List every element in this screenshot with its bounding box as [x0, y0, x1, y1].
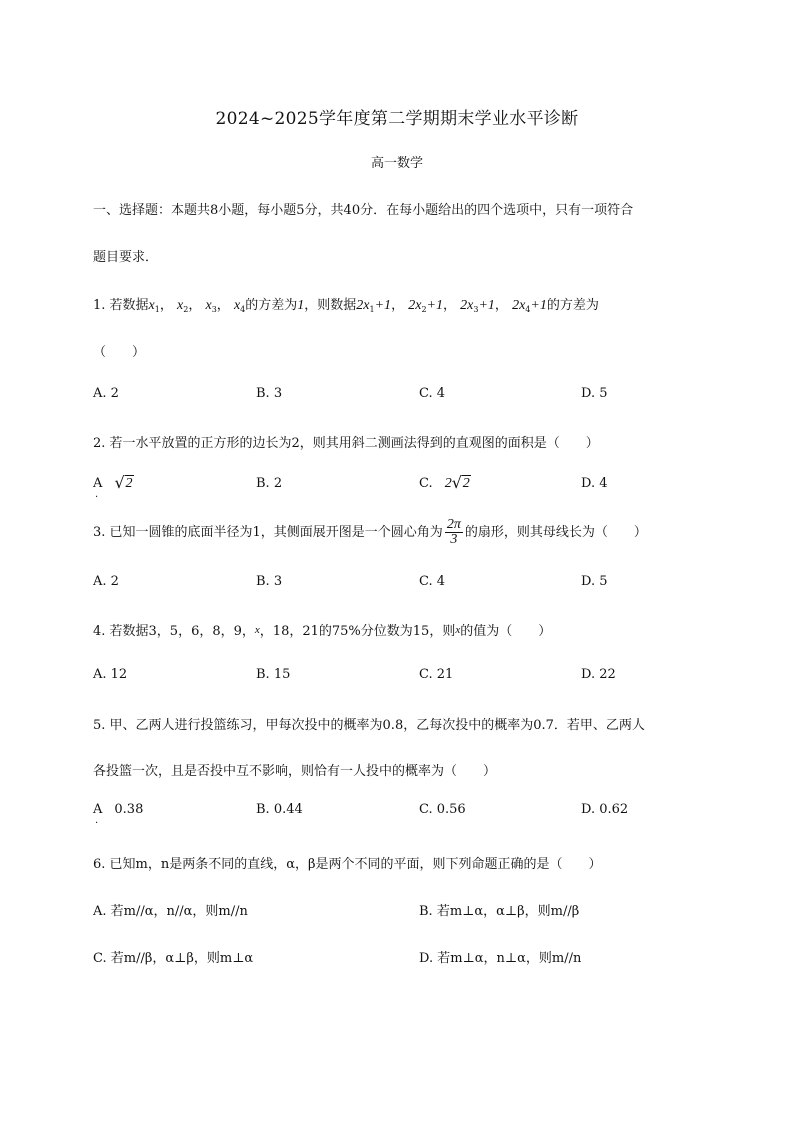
q1-option-a[interactable]: A. 2 — [93, 386, 119, 401]
q4-option-c[interactable]: C. 21 — [419, 667, 454, 682]
question-6-stem: 6. 已知m，n是两条不同的直线，α，β是两个不同的平面，则下列命题正确的是（ ） — [93, 857, 602, 872]
sqrt-symbol: √ 2 — [451, 473, 470, 492]
q3-option-d[interactable]: D. 5 — [581, 574, 608, 589]
section-instructions-line2: 题目要求． — [93, 250, 159, 265]
q5-option-c[interactable]: C. 0.56 — [419, 802, 466, 817]
section-instructions-line1: 一、选择题：本题共8小题，每小题5分，共40分．在每小题给出的四个选项中，只有一项符合 — [93, 203, 634, 218]
q5-option-d[interactable]: D. 0.62 — [581, 802, 629, 817]
q2-option-d[interactable]: D. 4 — [581, 476, 608, 491]
q1-option-c[interactable]: C. 4 — [419, 386, 446, 401]
question-5-stem-line2: 各投篮一次，且是否投中互不影响，则恰有一人投中的概率为（ ） — [93, 764, 497, 779]
q6-option-d[interactable]: D. 若m⊥α，n⊥α，则m//n — [419, 951, 582, 966]
q2-option-b[interactable]: B. 2 — [256, 476, 283, 491]
q6-option-c[interactable]: C. 若m//β，α⊥β，则m⊥α — [93, 951, 254, 966]
q3-option-b[interactable]: B. 3 — [256, 574, 283, 589]
q2-option-c[interactable]: C. 2 √ 2 — [419, 473, 470, 492]
q4-option-a[interactable]: A. 12 — [93, 667, 128, 682]
question-3-stem: 3. 已知一圆锥的底面半径为1，其侧面展开图是一个圆心角为 $\frac{2\pi}{3}$ 的扇形，则其母线长为（ ） — [93, 517, 647, 547]
question-5-stem-line1: 5. 甲、乙两人进行投篮练习，甲每次投中的概率为0.8，乙每次投中的概率为0.7．若甲、乙两人 — [93, 718, 645, 733]
question-1-stem: 1. 若数据$x_1$， $x_2$， $x_3$， $x_4$的方差为1，则数据$2x_1+1$， $2x_2+1$， $2x_3+1$， $2x_4+1$的方差为 — [93, 298, 599, 314]
q1-option-b[interactable]: B. 3 — [256, 386, 283, 401]
q5-option-a[interactable]: A 0.38 — [93, 802, 144, 817]
q6-option-a[interactable]: A. 若m//α，n//α，则m//n — [93, 904, 248, 919]
q4-option-b[interactable]: B. 15 — [256, 667, 291, 682]
question-2-stem: 2. 若一水平放置的正方形的边长为2，则其用斜二测画法得到的直观图的面积是（ ） — [93, 436, 599, 451]
bullet-dot: · — [95, 818, 99, 829]
bullet-dot: · — [95, 492, 99, 503]
question-1-paren: （ ） — [93, 345, 146, 360]
question-4-stem: 4. 若数据3，5，6，8，9，x，18，21的75%分位数为15，则x的值为（ ） — [93, 624, 552, 639]
exam-subtitle: 高一数学 — [370, 156, 423, 171]
q6-option-b[interactable]: B. 若m⊥α，α⊥β，则m//β — [419, 904, 580, 919]
fraction-2pi-over-3: $\frac{2\pi}{3}$ — [446, 517, 461, 547]
q2-option-a[interactable]: A √ 2 — [93, 473, 133, 492]
q4-option-d[interactable]: D. 22 — [581, 667, 616, 682]
q5-option-b[interactable]: B. 0.44 — [256, 802, 303, 817]
q3-option-a[interactable]: A. 2 — [93, 574, 119, 589]
sqrt-symbol: √ 2 — [114, 473, 133, 492]
q3-option-c[interactable]: C. 4 — [419, 574, 446, 589]
q1-lead: 1. 若数据 — [93, 298, 149, 313]
exam-title: 2024~2025学年度第二学期期末学业水平诊断 — [215, 109, 579, 129]
q1-option-d[interactable]: D. 5 — [581, 386, 608, 401]
